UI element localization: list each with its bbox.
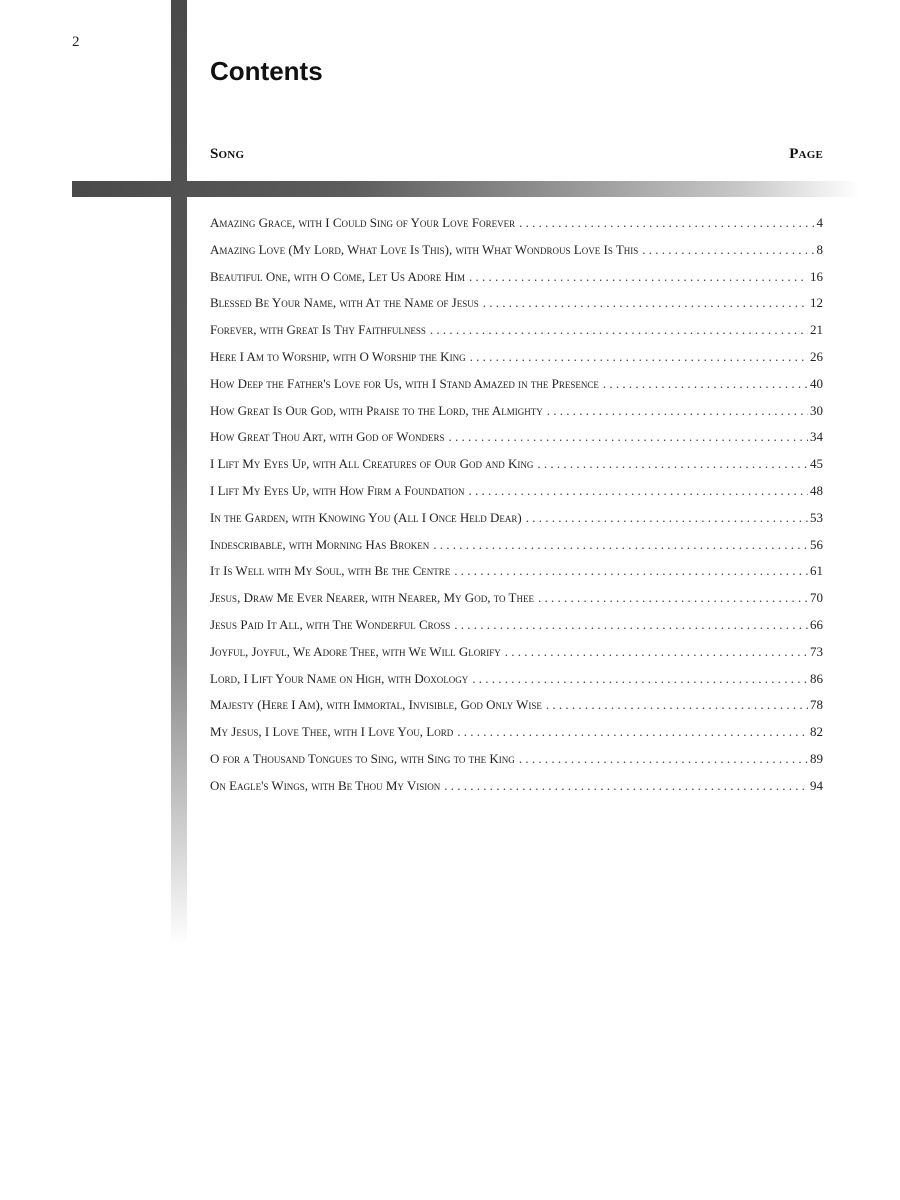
toc-entry-title: Amazing Grace, with I Could Sing of Your Love Forever	[210, 215, 516, 230]
toc-entry-page: 30	[810, 402, 823, 418]
toc-entry-page: 82	[810, 724, 823, 740]
dot-leader	[454, 617, 808, 633]
toc-entry	[210, 671, 823, 698]
toc-entry-page: 34	[810, 429, 823, 445]
dot-leader	[538, 590, 808, 606]
toc-entry-page: 53	[810, 509, 823, 525]
cross-horizontal-bar	[72, 181, 860, 197]
toc-entry	[210, 483, 823, 510]
toc-entry	[210, 510, 823, 537]
toc-entry-page: 78	[810, 697, 823, 713]
toc-entry-title: On Eagle's Wings, with Be Thou My Vision	[210, 777, 441, 793]
dot-leader	[526, 510, 808, 526]
toc-entry	[210, 215, 823, 242]
dot-leader	[547, 403, 808, 419]
toc-entry	[210, 242, 823, 269]
page-column-header: Page	[789, 146, 823, 162]
toc-entry-title: Amazing Love (My Lord, What Love Is This), with What Wondrous Love Is This	[210, 241, 639, 257]
dot-leader	[505, 644, 808, 660]
toc-entry-page: 61	[810, 563, 823, 579]
dot-leader	[472, 671, 808, 687]
toc-entry-page: 4	[816, 215, 823, 230]
dot-leader	[449, 429, 808, 445]
toc-entry-title: Joyful, Joyful, We Adore Thee, with We Will Glorify	[210, 643, 501, 659]
toc-entry-title: Blessed Be Your Name, with At the Name of Jesus	[210, 295, 479, 311]
toc-entry-title: My Jesus, I Love Thee, with I Love You, Lord	[210, 724, 454, 740]
toc-entry	[210, 697, 823, 724]
toc-entry-page: 21	[810, 322, 823, 338]
toc-entry-title: Here I Am to Worship, with O Worship the King	[210, 348, 466, 364]
dot-leader	[546, 697, 808, 713]
toc-entry	[210, 778, 823, 805]
dot-leader	[444, 778, 808, 794]
toc-entry-page: 12	[810, 295, 823, 311]
toc-entry-title: It Is Well with My Soul, with Be the Centre	[210, 563, 451, 579]
toc-entry-title: O for a Thousand Tongues to Sing, with Sing to the King	[210, 750, 515, 766]
dot-leader	[470, 349, 808, 365]
dot-leader	[430, 322, 808, 338]
toc-entry-page: 16	[810, 268, 823, 284]
toc-entry-title: In the Garden, with Knowing You (All I Once Held Dear)	[210, 509, 522, 525]
toc-entry-title: I Lift My Eyes Up, with All Creatures of Our God and King	[210, 456, 534, 472]
toc-entry-page: 73	[810, 643, 823, 659]
toc-entry-page: 89	[810, 750, 823, 766]
page-title: Contents	[210, 56, 323, 86]
dot-leader	[483, 295, 808, 311]
song-column-header: Song	[210, 146, 245, 162]
toc-entry-title: Lord, I Lift Your Name on High, with Doxology	[210, 670, 469, 686]
cross-vertical-bar	[171, 0, 187, 945]
dot-leader	[469, 483, 809, 499]
toc-entry-title: I Lift My Eyes Up, with How Firm a Foundation	[210, 482, 465, 498]
toc-entry-page: 86	[810, 670, 823, 686]
toc-entry	[210, 376, 823, 403]
toc-entry	[210, 617, 823, 644]
dot-leader	[519, 751, 808, 767]
toc-entry	[210, 456, 823, 483]
toc-entry-title: Forever, with Great Is Thy Faithfulness	[210, 322, 426, 338]
dot-leader	[454, 563, 808, 579]
toc-entry	[210, 590, 823, 617]
page-number: 2	[72, 34, 80, 50]
toc-entry-page: 26	[810, 348, 823, 364]
toc-entry-title: Jesus Paid It All, with The Wonderful Cross	[210, 616, 451, 632]
toc-entry-title: Indescribable, with Morning Has Broken	[210, 536, 430, 552]
toc-entry	[210, 403, 823, 430]
toc-entry-page: 8	[816, 241, 823, 257]
toc-entry	[210, 563, 823, 590]
dot-leader	[537, 456, 808, 472]
dot-leader	[519, 215, 814, 231]
toc-entry-page: 40	[810, 375, 823, 391]
toc-entry	[210, 295, 823, 322]
dot-leader	[603, 376, 808, 392]
toc-entry	[210, 322, 823, 349]
toc-entry	[210, 724, 823, 751]
dot-leader	[457, 724, 808, 740]
toc-entry-page: 94	[810, 777, 823, 793]
toc-entry	[210, 429, 823, 456]
toc-entry	[210, 644, 823, 671]
toc-entry-title: How Deep the Father's Love for Us, with I Stand Amazed in the Presence	[210, 375, 599, 391]
dot-leader	[433, 537, 808, 553]
toc-entry-title: How Great Is Our God, with Praise to the Lord, the Almighty	[210, 402, 543, 418]
toc-entry	[210, 349, 823, 376]
table-of-contents	[210, 215, 823, 805]
toc-entry	[210, 751, 823, 778]
dot-leader	[469, 269, 808, 285]
toc-entry	[210, 537, 823, 564]
dot-leader	[642, 242, 814, 258]
toc-entry-page: 56	[810, 536, 823, 552]
toc-entry-title: How Great Thou Art, with God of Wonders	[210, 429, 445, 445]
toc-entry	[210, 269, 823, 296]
toc-entry-title: Majesty (Here I Am), with Immortal, Invisible, God Only Wise	[210, 697, 542, 713]
toc-entry-title: Beautiful One, with O Come, Let Us Adore Him	[210, 268, 465, 284]
toc-entry-title: Jesus, Draw Me Ever Nearer, with Nearer, My God, to Thee	[210, 590, 534, 606]
toc-entry-page: 66	[810, 616, 823, 632]
toc-entry-page: 45	[810, 456, 823, 472]
toc-entry-page: 48	[810, 482, 823, 498]
toc-entry-page: 70	[810, 590, 823, 606]
